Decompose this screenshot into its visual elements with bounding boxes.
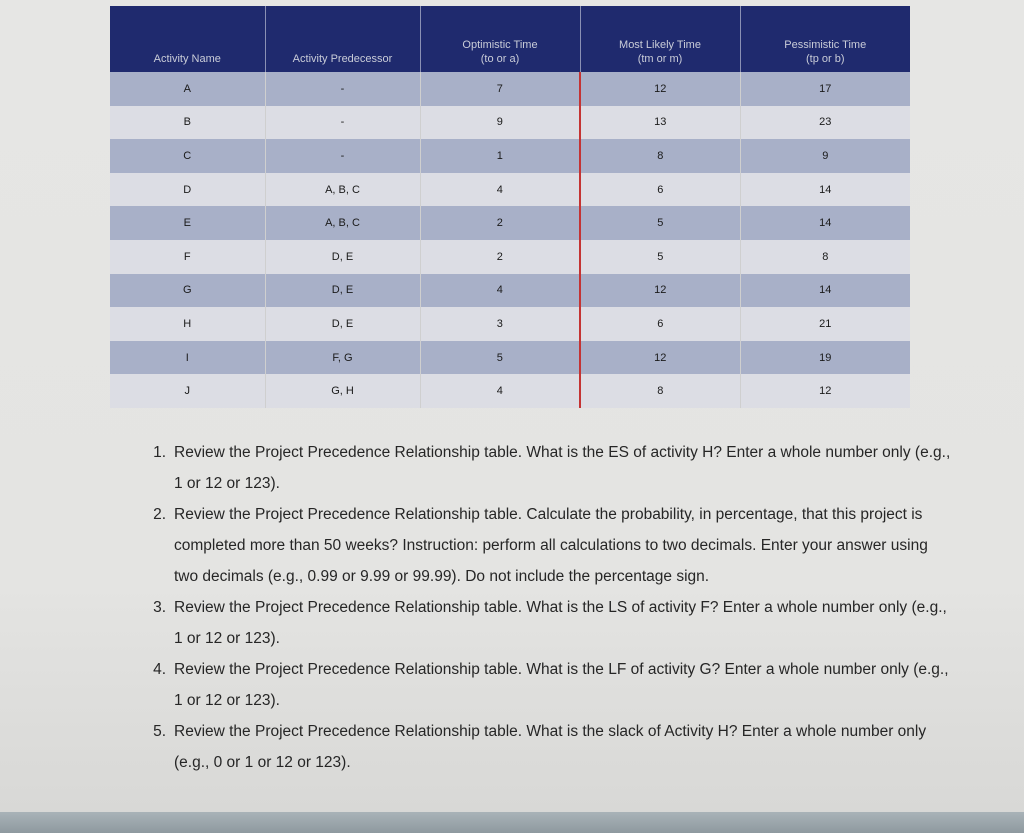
cell-activity-name: J (110, 374, 265, 408)
cell-predecessor: D, E (265, 274, 420, 308)
table-row (110, 206, 910, 240)
cell-activity-name: B (110, 106, 265, 140)
cell-optimistic: 9 (420, 106, 580, 140)
table-row (110, 341, 910, 375)
cell-most-likely: 12 (580, 274, 740, 308)
cell-optimistic: 4 (420, 173, 580, 207)
cell-optimistic: 4 (420, 274, 580, 308)
cell-predecessor: D, E (265, 307, 420, 341)
table-row (110, 240, 910, 274)
table-row (110, 274, 910, 308)
cell-optimistic: 5 (420, 341, 580, 375)
cell-pessimistic: 14 (740, 173, 910, 207)
header-optimistic-time: Optimistic Time (to or a) (420, 6, 580, 72)
project-precedence-table (110, 6, 910, 408)
question-item: Review the Project Precedence Relationship table. What is the ES of activity H? Enter a whole number only (e.g., 1 or 12 or 123). (174, 444, 951, 492)
table-row (110, 374, 910, 408)
header-activity-name: Activity Name (110, 6, 265, 72)
cell-activity-name: C (110, 139, 265, 173)
table-row (110, 106, 910, 140)
table-row (110, 139, 910, 173)
cell-activity-name: E (110, 206, 265, 240)
question-item: Review the Project Precedence Relationship table. Calculate the probability, in percentage, that this project is completed more than 50 weeks? Instruction: perform all calculations to two decimals. Enter your answer using two decimals (e.g., 0.99 or 9.99 or 99.99). Do not include the percentage sign. (174, 506, 928, 585)
cell-most-likely: 5 (580, 240, 740, 274)
cell-pessimistic: 9 (740, 139, 910, 173)
cell-predecessor: A, B, C (265, 206, 420, 240)
cell-pessimistic: 12 (740, 374, 910, 408)
cell-most-likely: 6 (580, 173, 740, 207)
cell-pessimistic: 21 (740, 307, 910, 341)
cell-activity-name: F (110, 240, 265, 274)
cell-most-likely: 12 (580, 341, 740, 375)
cell-most-likely: 8 (580, 139, 740, 173)
cell-predecessor: F, G (265, 341, 420, 375)
header-activity-predecessor: Activity Predecessor (265, 6, 420, 72)
question-item: Review the Project Precedence Relationship table. What is the LF of activity G? Enter a whole number only (e.g., 1 or 12 or 123). (174, 661, 949, 709)
question-item: Review the Project Precedence Relationship table. What is the slack of Activity H? Enter a whole number only (e.g., 0 or 1 or 12 or 123). (174, 723, 927, 771)
cell-most-likely: 6 (580, 307, 740, 341)
cell-predecessor: - (265, 106, 420, 140)
cell-predecessor: D, E (265, 240, 420, 274)
header-most-likely-time: Most Likely Time (tm or m) (580, 6, 740, 72)
cell-optimistic: 3 (420, 307, 580, 341)
cell-most-likely: 8 (580, 374, 740, 408)
cell-optimistic: 2 (420, 240, 580, 274)
cell-activity-name: I (110, 341, 265, 375)
cell-activity-name: G (110, 274, 265, 308)
cell-predecessor: G, H (265, 374, 420, 408)
cell-optimistic: 2 (420, 206, 580, 240)
cell-optimistic: 7 (420, 72, 580, 106)
cell-optimistic: 1 (420, 139, 580, 173)
cell-most-likely: 13 (580, 106, 740, 140)
cell-pessimistic: 23 (740, 106, 910, 140)
cell-pessimistic: 14 (740, 274, 910, 308)
cell-predecessor: - (265, 139, 420, 173)
cell-activity-name: D (110, 173, 265, 207)
header-pessimistic-time: Pessimistic Time (tp or b) (740, 6, 910, 72)
cell-pessimistic: 19 (740, 341, 910, 375)
cell-optimistic: 4 (420, 374, 580, 408)
cell-pessimistic: 8 (740, 240, 910, 274)
table-header-row (110, 6, 910, 72)
cell-predecessor: - (265, 72, 420, 106)
table-row (110, 173, 910, 207)
question-item: Review the Project Precedence Relationship table. What is the LS of activity F? Enter a whole number only (e.g., 1 or 12 or 123). (174, 599, 947, 647)
cell-most-likely: 5 (580, 206, 740, 240)
cell-activity-name: H (110, 307, 265, 341)
question-list (140, 437, 954, 778)
table-row (110, 307, 910, 341)
cell-activity-name: A (110, 72, 265, 106)
table-row (110, 72, 910, 106)
cell-most-likely: 12 (580, 72, 740, 106)
screen-bottom-edge (0, 812, 1024, 833)
cell-predecessor: A, B, C (265, 173, 420, 207)
cell-pessimistic: 14 (740, 206, 910, 240)
cell-pessimistic: 17 (740, 72, 910, 106)
